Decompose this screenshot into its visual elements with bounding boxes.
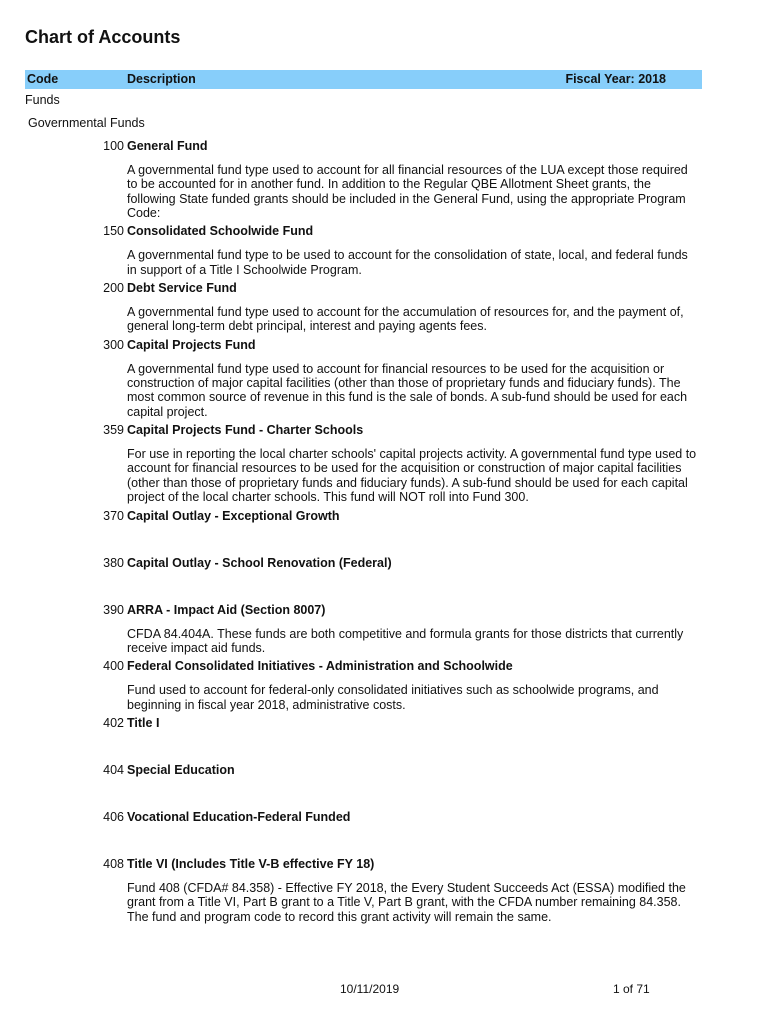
account-entry [0, 716, 770, 763]
account-name: Federal Consolidated Initiatives - Administration and Schoolwide [127, 659, 513, 674]
account-entry [0, 338, 770, 423]
account-code: 402 [103, 715, 124, 730]
account-name: Capital Projects Fund - Charter Schools [127, 423, 364, 438]
account-description: Fund used to account for federal-only consolidated initiatives such as schoolwide programs, and beginning in fiscal year 2018, administrative costs. [127, 683, 659, 712]
account-name: Capital Outlay - Exceptional Growth [127, 508, 340, 523]
account-name: Title VI (Includes Title V-B effective FY 18) [127, 856, 375, 871]
account-entry [0, 810, 770, 857]
account-description: Fund 408 (CFDA# 84.358) - Effective FY 2018, the Every Student Succeeds Act (ESSA) modified the grant from a Title VI, Part B grant to a Title V, Part B grant, with the CFDA number remaining 84.358. The fund and program code to record this grant activity will remain the same. [127, 880, 686, 924]
account-entry [0, 423, 770, 508]
account-description: A governmental fund type used to account for all financial resources of the LUA except those required to be accounted for in another fund. In addition to the Regular QBE Allotment Sheet grants, the following State funded grants should be included in the General Fund, using the appropriate Program Code: [127, 163, 688, 221]
group-funds-label: Funds [25, 93, 60, 107]
account-entry [0, 556, 770, 603]
page-title: Chart of Accounts [25, 27, 181, 47]
account-name: Capital Projects Fund [127, 337, 256, 352]
account-code: 150 [103, 224, 124, 239]
account-code: 408 [103, 856, 124, 871]
footer-date: 10/11/2019 [340, 982, 400, 996]
account-entry [0, 281, 770, 338]
account-name: Consolidated Schoolwide Fund [127, 224, 314, 239]
account-name: ARRA - Impact Aid (Section 8007) [127, 602, 326, 617]
account-entry [0, 509, 770, 556]
header-code: Code [27, 72, 59, 86]
account-code: 404 [103, 762, 124, 777]
account-description: For use in reporting the local charter schools' capital projects activity. A governmental fund type used to account for financial resources to be used for the acquisition or construction of major capital facilities (other than those of proprietary funds and fiduciary funds). A sub-fund should be used for each capital project of the local charter schools. This fund will NOT roll into Fund 300. [127, 447, 697, 505]
account-description: A governmental fund type used to account for financial resources to be used for the acquisition or construction of major capital facilities (other than those of proprietary funds and fiduciary funds). The most common source of revenue in this fund is the sale of bonds. A sub-fund should be used for each capital project. [127, 361, 688, 419]
account-description: CFDA 84.404A. These funds are both competitive and formula grants for those districts that currently receive impact aid funds. [127, 626, 684, 655]
account-entry [0, 659, 770, 716]
account-code: 359 [103, 423, 124, 438]
account-name: Vocational Education-Federal Funded [127, 809, 351, 824]
account-entry [0, 224, 770, 281]
account-entry [0, 763, 770, 810]
account-entry [0, 139, 770, 224]
account-code: 400 [103, 659, 124, 674]
account-code: 406 [103, 809, 124, 824]
account-code: 390 [103, 602, 124, 617]
account-code: 300 [103, 337, 124, 352]
account-code: 100 [103, 139, 124, 153]
account-name: Debt Service Fund [127, 281, 237, 296]
account-list [0, 139, 770, 928]
account-entry [0, 603, 770, 660]
account-name: Title I [127, 715, 160, 730]
account-code: 200 [103, 281, 124, 296]
account-code: 380 [103, 555, 124, 570]
group-governmental-funds-label: Governmental Funds [28, 116, 145, 130]
account-name: General Fund [127, 139, 208, 153]
account-name: Special Education [127, 762, 235, 777]
account-name: Capital Outlay - School Renovation (Federal) [127, 555, 392, 570]
header-description: Description [127, 72, 196, 86]
account-description: A governmental fund type to be used to account for the consolidation of state, local, and federal funds in support of a Title I Schoolwide Program. [127, 248, 688, 277]
footer-page-number: 1 of 71 [613, 982, 650, 996]
account-description: A governmental fund type used to account for the accumulation of resources for, and the payment of, general long-term debt principal, interest and paying agents fees. [127, 305, 684, 334]
account-entry [0, 857, 770, 928]
header-fiscal-year: Fiscal Year: 2018 [565, 72, 666, 86]
table-header [25, 70, 702, 89]
account-code: 370 [103, 508, 124, 523]
